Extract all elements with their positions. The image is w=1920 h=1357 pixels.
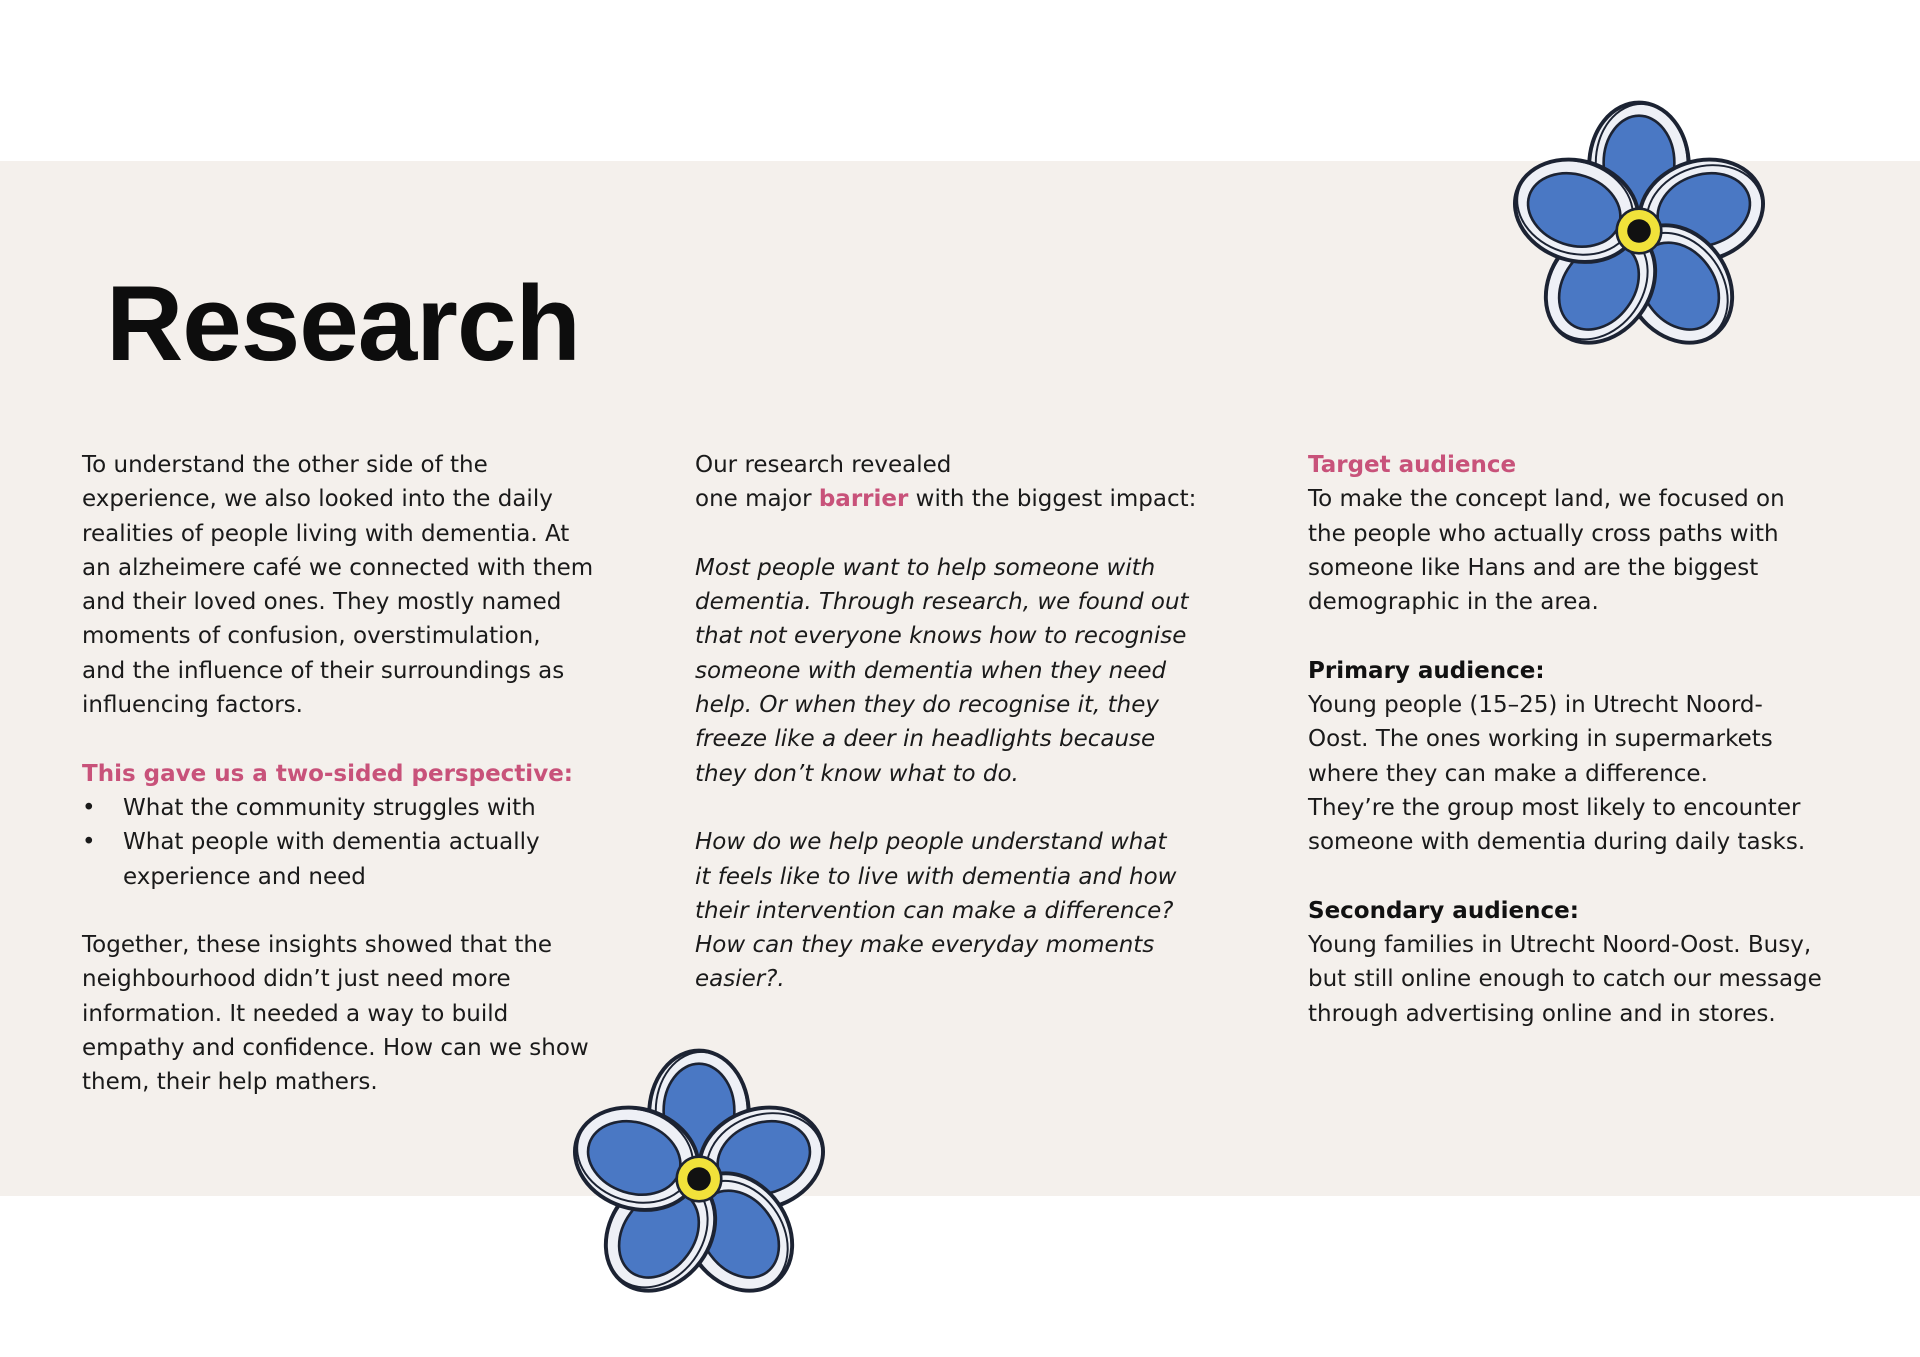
text-line: freeze like a deer in headlights because bbox=[695, 726, 1156, 753]
target-audience-heading: Target audience bbox=[1308, 452, 1517, 478]
column-barrier bbox=[695, 448, 1255, 997]
secondary-audience-heading: Secondary audience: bbox=[1308, 897, 1579, 924]
text-line: To make the concept land, we focused on bbox=[1308, 486, 1785, 513]
forget-me-not-flower-icon bbox=[563, 1048, 835, 1310]
intro-paragraph bbox=[82, 448, 642, 722]
barrier-intro-line: Our research revealed bbox=[695, 452, 952, 478]
perspective-heading: This gave us a two-sided perspective: bbox=[82, 760, 573, 787]
list-item bbox=[82, 791, 642, 825]
text-line: someone with dementia during daily tasks. bbox=[1308, 829, 1806, 856]
bullet-icon: • bbox=[82, 794, 96, 821]
text-line: they don’t know what to do. bbox=[695, 760, 1019, 787]
text-line: Together, these insights showed that the bbox=[82, 932, 553, 959]
list-item-text: What people with dementia actually bbox=[123, 829, 540, 856]
text-line: through advertising online and in stores. bbox=[1308, 1000, 1776, 1027]
list-item bbox=[82, 825, 642, 894]
text-line: influencing factors. bbox=[82, 692, 303, 719]
text-line: where they can make a difference. bbox=[1308, 760, 1708, 787]
text-line: empathy and confidence. How can we show bbox=[82, 1035, 589, 1062]
text-line: Young people (15–25) in Utrecht Noord- bbox=[1308, 692, 1763, 719]
text-fragment: with the biggest impact: bbox=[908, 486, 1197, 513]
text-line: They’re the group most likely to encounter bbox=[1308, 794, 1801, 821]
text-line: the people who actually cross paths with bbox=[1308, 520, 1779, 547]
text-line: an alzheimere café we connected with them bbox=[82, 554, 594, 581]
text-line: information. It needed a way to build bbox=[82, 1000, 509, 1027]
barrier-intro-line bbox=[695, 482, 1255, 516]
column-intro bbox=[82, 448, 642, 1100]
flower-core bbox=[687, 1167, 711, 1191]
text-line: realities of people living with dementia. At bbox=[82, 520, 570, 547]
text-line: them, their help mathers. bbox=[82, 1069, 378, 1096]
primary-audience-heading: Primary audience: bbox=[1308, 657, 1545, 684]
text-line: dementia. Through research, we found out bbox=[695, 589, 1189, 616]
text-line: and the influence of their surroundings as bbox=[82, 657, 565, 684]
primary-audience-text bbox=[1308, 688, 1868, 859]
barrier-quote bbox=[695, 551, 1255, 791]
text-line: someone like Hans and are the biggest bbox=[1308, 554, 1759, 581]
research-question bbox=[695, 825, 1255, 996]
text-line: moments of confusion, overstimulation, bbox=[82, 623, 541, 650]
text-line: that not everyone knows how to recognise bbox=[695, 623, 1187, 650]
text-line: their intervention can make a difference? bbox=[695, 897, 1174, 924]
perspective-list bbox=[82, 791, 642, 894]
text-line: someone with dementia when they need bbox=[695, 657, 1167, 684]
flower-core bbox=[1627, 219, 1651, 243]
list-item-text: experience and need bbox=[123, 863, 366, 890]
text-line: and their loved ones. They mostly named bbox=[82, 589, 562, 616]
page-title: Research bbox=[106, 263, 580, 383]
text-line: demographic in the area. bbox=[1308, 589, 1599, 616]
text-line: help. Or when they do recognise it, they bbox=[695, 692, 1160, 719]
text-line: experience, we also looked into the daily bbox=[82, 486, 553, 513]
list-item-text: What the community struggles with bbox=[123, 794, 536, 821]
text-line: Oost. The ones working in supermarkets bbox=[1308, 726, 1773, 753]
text-line: neighbourhood didn’t just need more bbox=[82, 966, 511, 993]
text-line: Most people want to help someone with bbox=[695, 554, 1156, 581]
bullet-icon: • bbox=[82, 829, 96, 856]
forget-me-not-flower-icon bbox=[1503, 100, 1775, 362]
text-line: it feels like to live with dementia and how bbox=[695, 863, 1177, 890]
conclusion-paragraph bbox=[82, 928, 642, 1099]
text-line: Young families in Utrecht Noord-Oost. Busy, bbox=[1308, 932, 1812, 959]
text-line: easier?. bbox=[695, 966, 785, 993]
text-line: How can they make everyday moments bbox=[695, 932, 1155, 959]
barrier-highlight: barrier bbox=[818, 486, 909, 513]
column-audience bbox=[1308, 448, 1868, 1031]
text-line: To understand the other side of the bbox=[82, 452, 488, 478]
target-audience-text bbox=[1308, 482, 1868, 619]
secondary-audience-text bbox=[1308, 928, 1868, 1031]
text-line: How do we help people understand what bbox=[695, 829, 1167, 856]
text-line: but still online enough to catch our message bbox=[1308, 966, 1822, 993]
text-fragment: one major bbox=[695, 486, 819, 513]
